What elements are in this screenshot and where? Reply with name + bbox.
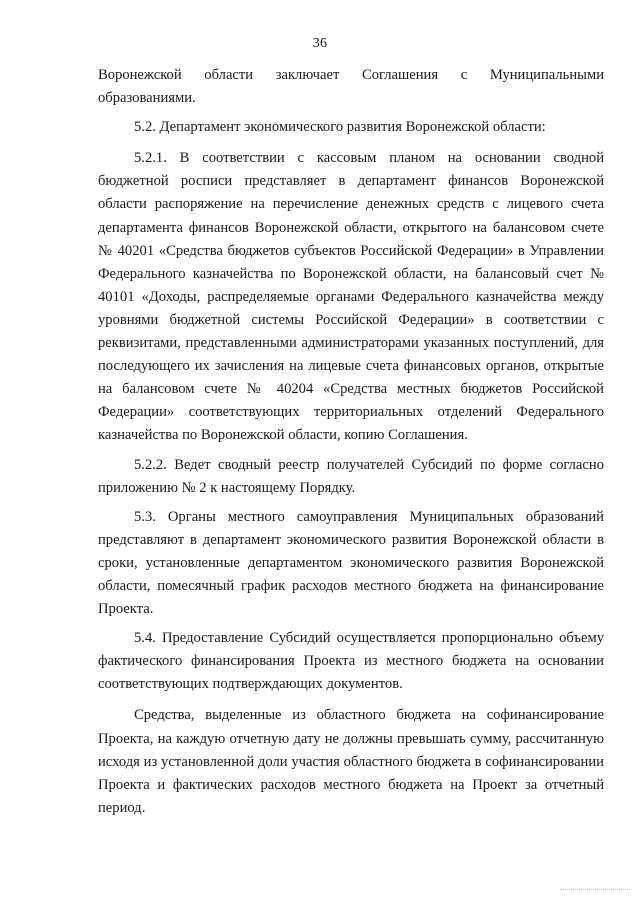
- page-number: 36: [312, 36, 328, 51]
- paragraph-5-4: 5.4. Предоставление Субсидий осуществляется пропорционально объему фактического финансирования Проекта из местного бюджета на основании соответствующих подтверждающих документов.: [98, 630, 604, 693]
- paragraph-5-2-1: 5.2.1. В соответствии с кассовым планом на основании сводной бюджетной росписи представляет в департамент финансов Воронежской области распоряжение на перечисление денежных средств с лицевого счета департамента финансов Воронежской области, открытого на балансовом счете № 40201 «Средства бюджетов субъектов Российской Федерации» в Управлении Федерального казначейства по Воронежской области, на балансовый счет № 40101 «Доходы, распределяемые органами Федерального казначейства между уровнями бюджетной системы Российской Федерации» в соответствии с реквизитами, представленными администраторами указанных поступлений, для последующего их зачисления на лицевые счета финансовых органов, открытые на балансовом счете № 40204 «Средства местных бюджетов Российской Федерации» соответствующих территориальных отделений Федерального казначейства по Воронежской области, копию Соглашения.: [98, 150, 604, 444]
- document-body: [98, 64, 604, 820]
- paragraph-5-3: 5.3. Органы местного самоуправления Муниципальных образований представляют в департамент экономического развития Воронежской области в сроки, установленные департаментом экономического развития Воронежской области, помесячный график расходов местного бюджета на финансирование Проекта.: [98, 508, 604, 618]
- paragraph-continuation: Воронежской области заключает Соглашения с Муниципальными образованиями.: [98, 67, 604, 107]
- scan-artifact-rule: [560, 889, 630, 891]
- paragraph-funds: Средства, выделенные из областного бюджета на софинансирование Проекта, на каждую отчетную дату не должны превышать сумму, рассчитанную исходя из установленной доли участия областного бюджета в софинансировании Проекта и фактических расходов местного бюджета на Проект за отчетный период.: [98, 707, 604, 816]
- paragraph-5-2: 5.2. Департамент экономического развития Воронежской области:: [134, 119, 546, 136]
- paragraph-5-2-2: 5.2.2. Ведет сводный реестр получателей Субсидий по форме согласно приложению № 2 к настоящему Порядку.: [98, 456, 604, 496]
